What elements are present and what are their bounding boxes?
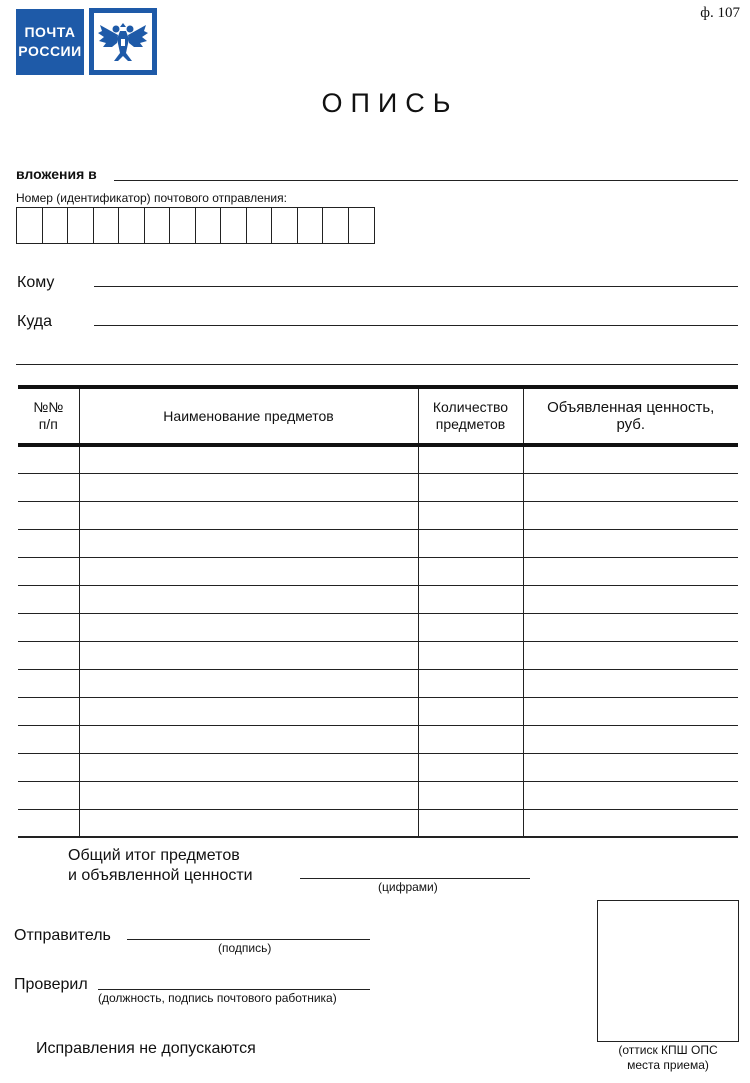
cell-name[interactable] — [79, 585, 418, 613]
table-row — [18, 529, 738, 557]
tracking-digit-cell[interactable] — [119, 208, 145, 243]
cell-quantity[interactable] — [418, 445, 523, 473]
col-name — [79, 387, 418, 445]
table-row — [18, 669, 738, 697]
tracking-label: Номер (идентификатор) почтового отправления: — [16, 191, 287, 205]
cell-number[interactable] — [18, 445, 79, 473]
table-row — [18, 809, 738, 837]
cell-value[interactable] — [523, 613, 738, 641]
cell-quantity[interactable] — [418, 753, 523, 781]
emblem-frame — [89, 8, 157, 75]
stamp-caption-line-2: места приема) — [627, 1058, 709, 1072]
cell-name[interactable] — [79, 725, 418, 753]
cell-number[interactable] — [18, 501, 79, 529]
checked-hint: (должность, подпись почтового работника) — [98, 991, 337, 1005]
cell-value[interactable] — [523, 641, 738, 669]
col-name-label: Наименование предметов — [163, 407, 334, 424]
col-quantity-label: Количество предметов — [432, 399, 509, 432]
total-label-line-1: Общий итог предметов — [68, 847, 240, 864]
cell-name[interactable] — [79, 557, 418, 585]
cell-quantity[interactable] — [418, 613, 523, 641]
cell-name[interactable] — [79, 529, 418, 557]
cell-value[interactable] — [523, 501, 738, 529]
cell-name[interactable] — [79, 501, 418, 529]
cell-value[interactable] — [523, 725, 738, 753]
table-row — [18, 585, 738, 613]
stamp-box — [597, 900, 739, 1042]
cell-number[interactable] — [18, 613, 79, 641]
cell-number[interactable] — [18, 669, 79, 697]
tracking-digit-cell[interactable] — [247, 208, 273, 243]
col-value-label: Объявленная ценность, руб. — [547, 399, 715, 433]
cell-value[interactable] — [523, 669, 738, 697]
cell-number[interactable] — [18, 557, 79, 585]
col-value — [523, 387, 738, 445]
form-code: ф. 107 — [700, 5, 740, 21]
cell-number[interactable] — [18, 781, 79, 809]
cell-value[interactable] — [523, 809, 738, 837]
attachment-line[interactable] — [114, 180, 738, 181]
post-logo — [16, 9, 84, 75]
tracking-digit-cell[interactable] — [145, 208, 171, 243]
cell-name[interactable] — [79, 641, 418, 669]
tracking-digit-cell[interactable] — [221, 208, 247, 243]
table-row — [18, 697, 738, 725]
cell-number[interactable] — [18, 809, 79, 837]
table-row — [18, 781, 738, 809]
cell-name[interactable] — [79, 473, 418, 501]
table-row — [18, 613, 738, 641]
sender-label: Отправитель — [14, 927, 111, 944]
where-line[interactable] — [94, 325, 738, 326]
cell-quantity[interactable] — [418, 585, 523, 613]
logo-line-2: РОССИИ — [18, 43, 82, 59]
checked-line[interactable] — [98, 989, 370, 990]
cell-number[interactable] — [18, 753, 79, 781]
cell-name[interactable] — [79, 613, 418, 641]
tracking-number-cells[interactable] — [16, 207, 375, 244]
table-row — [18, 501, 738, 529]
cell-name[interactable] — [79, 669, 418, 697]
col-number-label: №№ п/п — [33, 399, 64, 432]
cell-number[interactable] — [18, 641, 79, 669]
col-number — [18, 387, 79, 445]
no-corrections-note: Исправления не допускаются — [36, 1040, 256, 1057]
table-row — [18, 641, 738, 669]
tracking-digit-cell[interactable] — [323, 208, 349, 243]
tracking-digit-cell[interactable] — [43, 208, 69, 243]
sender-hint: (подпись) — [218, 941, 272, 955]
page-title: ОПИСЬ — [321, 88, 459, 118]
cell-value[interactable] — [523, 697, 738, 725]
cell-quantity[interactable] — [418, 725, 523, 753]
cell-quantity[interactable] — [418, 641, 523, 669]
address-extra-line[interactable] — [16, 364, 738, 365]
where-label: Куда — [17, 313, 53, 330]
cell-quantity[interactable] — [418, 529, 523, 557]
tracking-digit-cell[interactable] — [272, 208, 298, 243]
total-label — [68, 846, 253, 886]
logo-line-1: ПОЧТА — [24, 24, 76, 40]
sender-line[interactable] — [127, 939, 370, 940]
to-line[interactable] — [94, 286, 738, 287]
stamp-caption — [597, 1043, 739, 1073]
to-label: Кому — [17, 274, 55, 291]
cell-name[interactable] — [79, 445, 418, 473]
total-hint: (цифрами) — [378, 880, 438, 894]
stamp-caption-line-1: (оттиск КПШ ОПС — [618, 1043, 718, 1057]
tracking-digit-cell[interactable] — [298, 208, 324, 243]
cell-quantity[interactable] — [418, 669, 523, 697]
cell-value[interactable] — [523, 557, 738, 585]
cell-quantity[interactable] — [418, 473, 523, 501]
tracking-digit-cell[interactable] — [170, 208, 196, 243]
tracking-digit-cell[interactable] — [68, 208, 94, 243]
tracking-digit-cell[interactable] — [17, 208, 43, 243]
cell-name[interactable] — [79, 781, 418, 809]
cell-value[interactable] — [523, 473, 738, 501]
cell-value[interactable] — [523, 585, 738, 613]
cell-name[interactable] — [79, 753, 418, 781]
items-table — [18, 385, 738, 838]
cell-number[interactable] — [18, 473, 79, 501]
double-headed-eagle-icon — [96, 17, 150, 67]
cell-value[interactable] — [523, 781, 738, 809]
col-quantity — [418, 387, 523, 445]
table-row — [18, 445, 738, 473]
cell-quantity[interactable] — [418, 697, 523, 725]
total-label-line-2: и объявленной ценности — [68, 867, 253, 884]
cell-quantity[interactable] — [418, 501, 523, 529]
cell-number[interactable] — [18, 529, 79, 557]
cell-value[interactable] — [523, 529, 738, 557]
cell-quantity[interactable] — [418, 809, 523, 837]
checked-label: Проверил — [14, 976, 88, 993]
tracking-digit-cell[interactable] — [196, 208, 222, 243]
tracking-digit-cell[interactable] — [94, 208, 120, 243]
table-row — [18, 753, 738, 781]
tracking-digit-cell[interactable] — [349, 208, 375, 243]
attachment-label: вложения в — [16, 166, 97, 182]
table-row — [18, 557, 738, 585]
cell-quantity[interactable] — [418, 781, 523, 809]
cell-quantity[interactable] — [418, 557, 523, 585]
total-line[interactable] — [300, 878, 530, 879]
cell-value[interactable] — [523, 445, 738, 473]
table-row — [18, 473, 738, 501]
cell-number[interactable] — [18, 697, 79, 725]
cell-name[interactable] — [79, 697, 418, 725]
cell-value[interactable] — [523, 753, 738, 781]
cell-name[interactable] — [79, 809, 418, 837]
cell-number[interactable] — [18, 725, 79, 753]
table-row — [18, 725, 738, 753]
cell-number[interactable] — [18, 585, 79, 613]
